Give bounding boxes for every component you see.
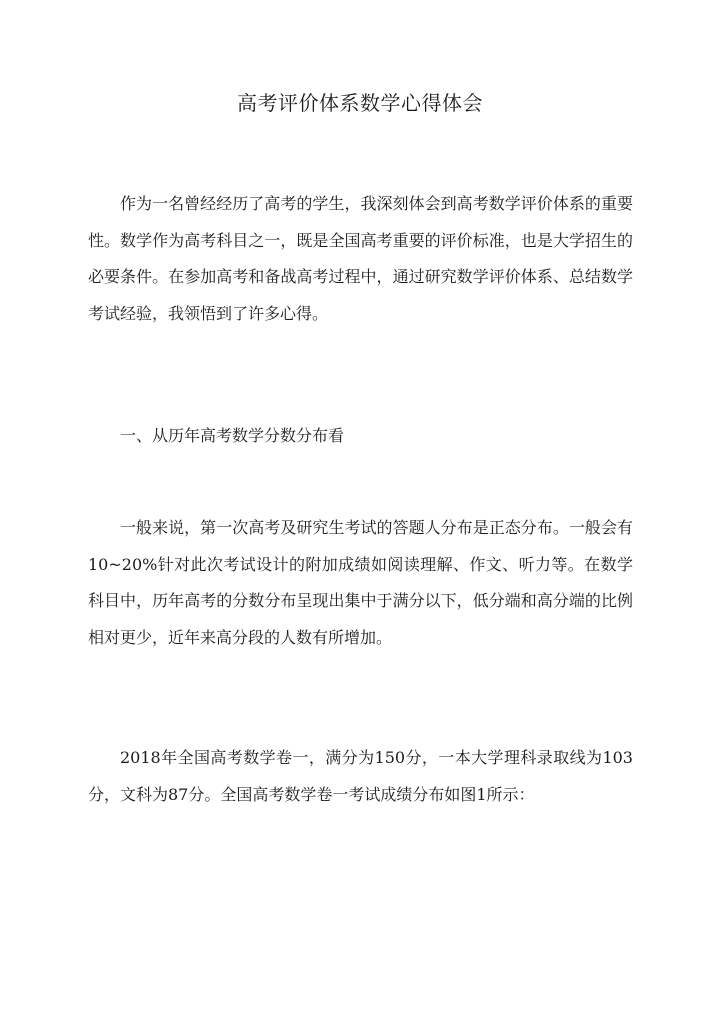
distribution-paragraph: 一般来说，第一次高考及研究生考试的答题人分布是正态分布。一般会有10~20%针对此次考试设计的附加成绩如阅读理解、作文、听力等。在数学科目中，历年高考的分数分布呈现出集中于满分以下，低分端和高分端的比例相对更少，近年来高分段的人数有所增加。 [88,518,633,647]
exam-2018-paragraph: 2018年全国高考数学卷一，满分为150分，一本大学理科录取线为103分，文科为87分。全国高考数学卷一考试成绩分布如图1所示： [88,748,633,804]
document-title: 高考评价体系数学心得体会 [237,91,483,115]
section-heading: 一、从历年高考数学分数分布看 [120,426,345,445]
intro-paragraph: 作为一名曾经经历了高考的学生，我深刻体会到高考数学评价体系的重要性。数学作为高考科目之一，既是全国高考重要的评价标准，也是大学招生的必要条件。在参加高考和备战高考过程中，通过研究数学评价体系、总结数学考试经验，我领悟到了许多心得。 [88,194,633,323]
